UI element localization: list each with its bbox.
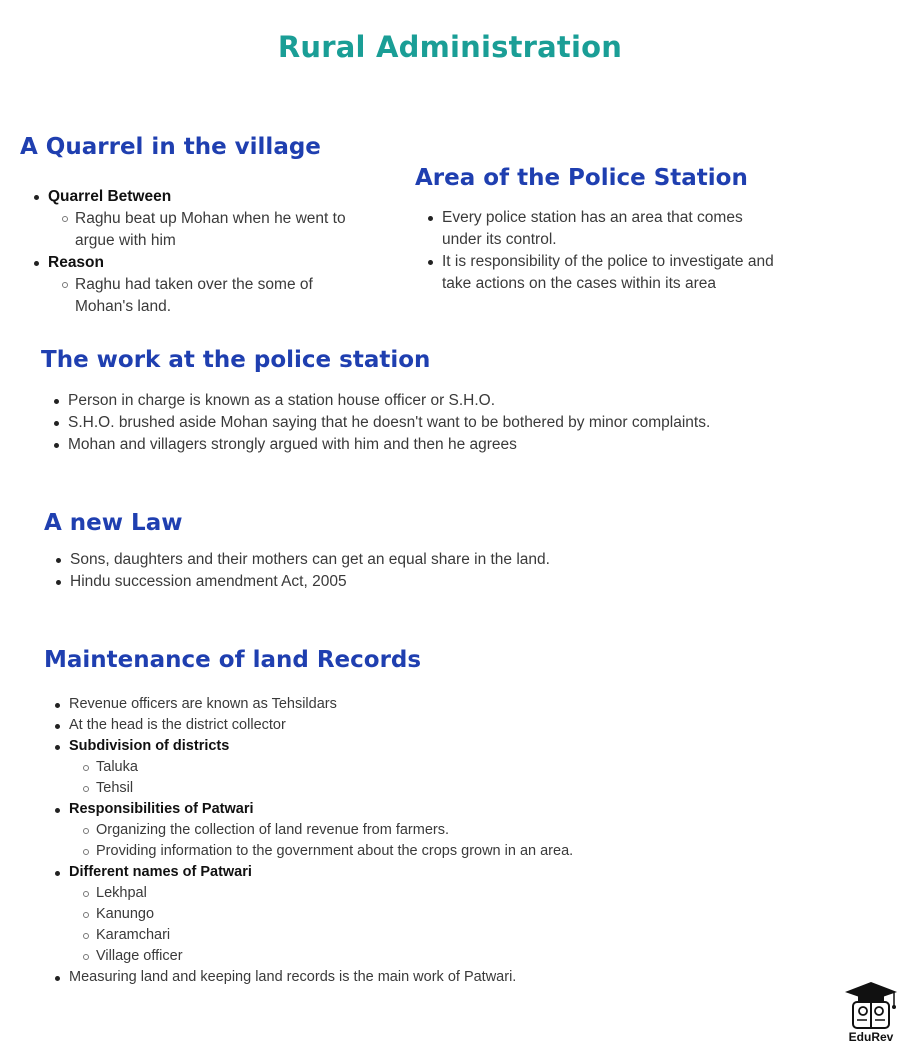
list-item: Tehsil	[43, 778, 743, 799]
list-item: At the head is the district collector	[43, 715, 743, 736]
list-item: Raghu beat up Mohan when he went to argue with him	[22, 208, 362, 252]
list-item: Quarrel Between	[22, 186, 362, 208]
list-item: Every police station has an area that comes under its control.	[416, 207, 776, 251]
list-item: Person in charge is known as a station house officer or S.H.O.	[42, 390, 822, 412]
list-item: Responsibilities of Patwari	[43, 799, 743, 820]
list-item: Karamchari	[43, 925, 743, 946]
quarrel-list	[22, 186, 362, 318]
logo-text: EduRev	[848, 1030, 894, 1044]
work-list	[42, 390, 822, 456]
list-item: Subdivision of districts	[43, 736, 743, 757]
list-item: Hindu succession amendment Act, 2005	[44, 571, 744, 593]
list-item: Revenue officers are known as Tehsildars	[43, 694, 743, 715]
list-item: S.H.O. brushed aside Mohan saying that he doesn't want to be bothered by minor complaints.	[42, 412, 822, 434]
heading-records: Maintenance of land Records	[44, 647, 422, 673]
list-item: Raghu had taken over the some of Mohan's land.	[22, 274, 362, 318]
list-item: Lekhpal	[43, 883, 743, 904]
heading-law: A new Law	[44, 510, 183, 536]
list-item: Reason	[22, 252, 362, 274]
list-item: Different names of Patwari	[43, 862, 743, 883]
page-title: Rural Administration	[277, 30, 623, 64]
heading-area: Area of the Police Station	[415, 165, 748, 191]
heading-quarrel: A Quarrel in the village	[20, 134, 321, 160]
list-item: Mohan and villagers strongly argued with him and then he agrees	[42, 434, 822, 456]
edurev-logo	[842, 980, 900, 1045]
list-item: Village officer	[43, 946, 743, 967]
law-list	[44, 549, 744, 593]
area-list	[416, 207, 776, 295]
list-item: Sons, daughters and their mothers can get an equal share in the land.	[44, 549, 744, 571]
list-item: Taluka	[43, 757, 743, 778]
graduation-cap-icon	[842, 980, 900, 1030]
records-list	[43, 694, 743, 988]
list-item: Kanungo	[43, 904, 743, 925]
heading-work: The work at the police station	[41, 347, 431, 373]
list-item: Providing information to the government about the crops grown in an area.	[43, 841, 743, 862]
list-item: Organizing the collection of land revenue from farmers.	[43, 820, 743, 841]
list-item: Measuring land and keeping land records is the main work of Patwari.	[43, 967, 743, 988]
list-item: It is responsibility of the police to investigate and take actions on the cases within its area	[416, 251, 776, 295]
